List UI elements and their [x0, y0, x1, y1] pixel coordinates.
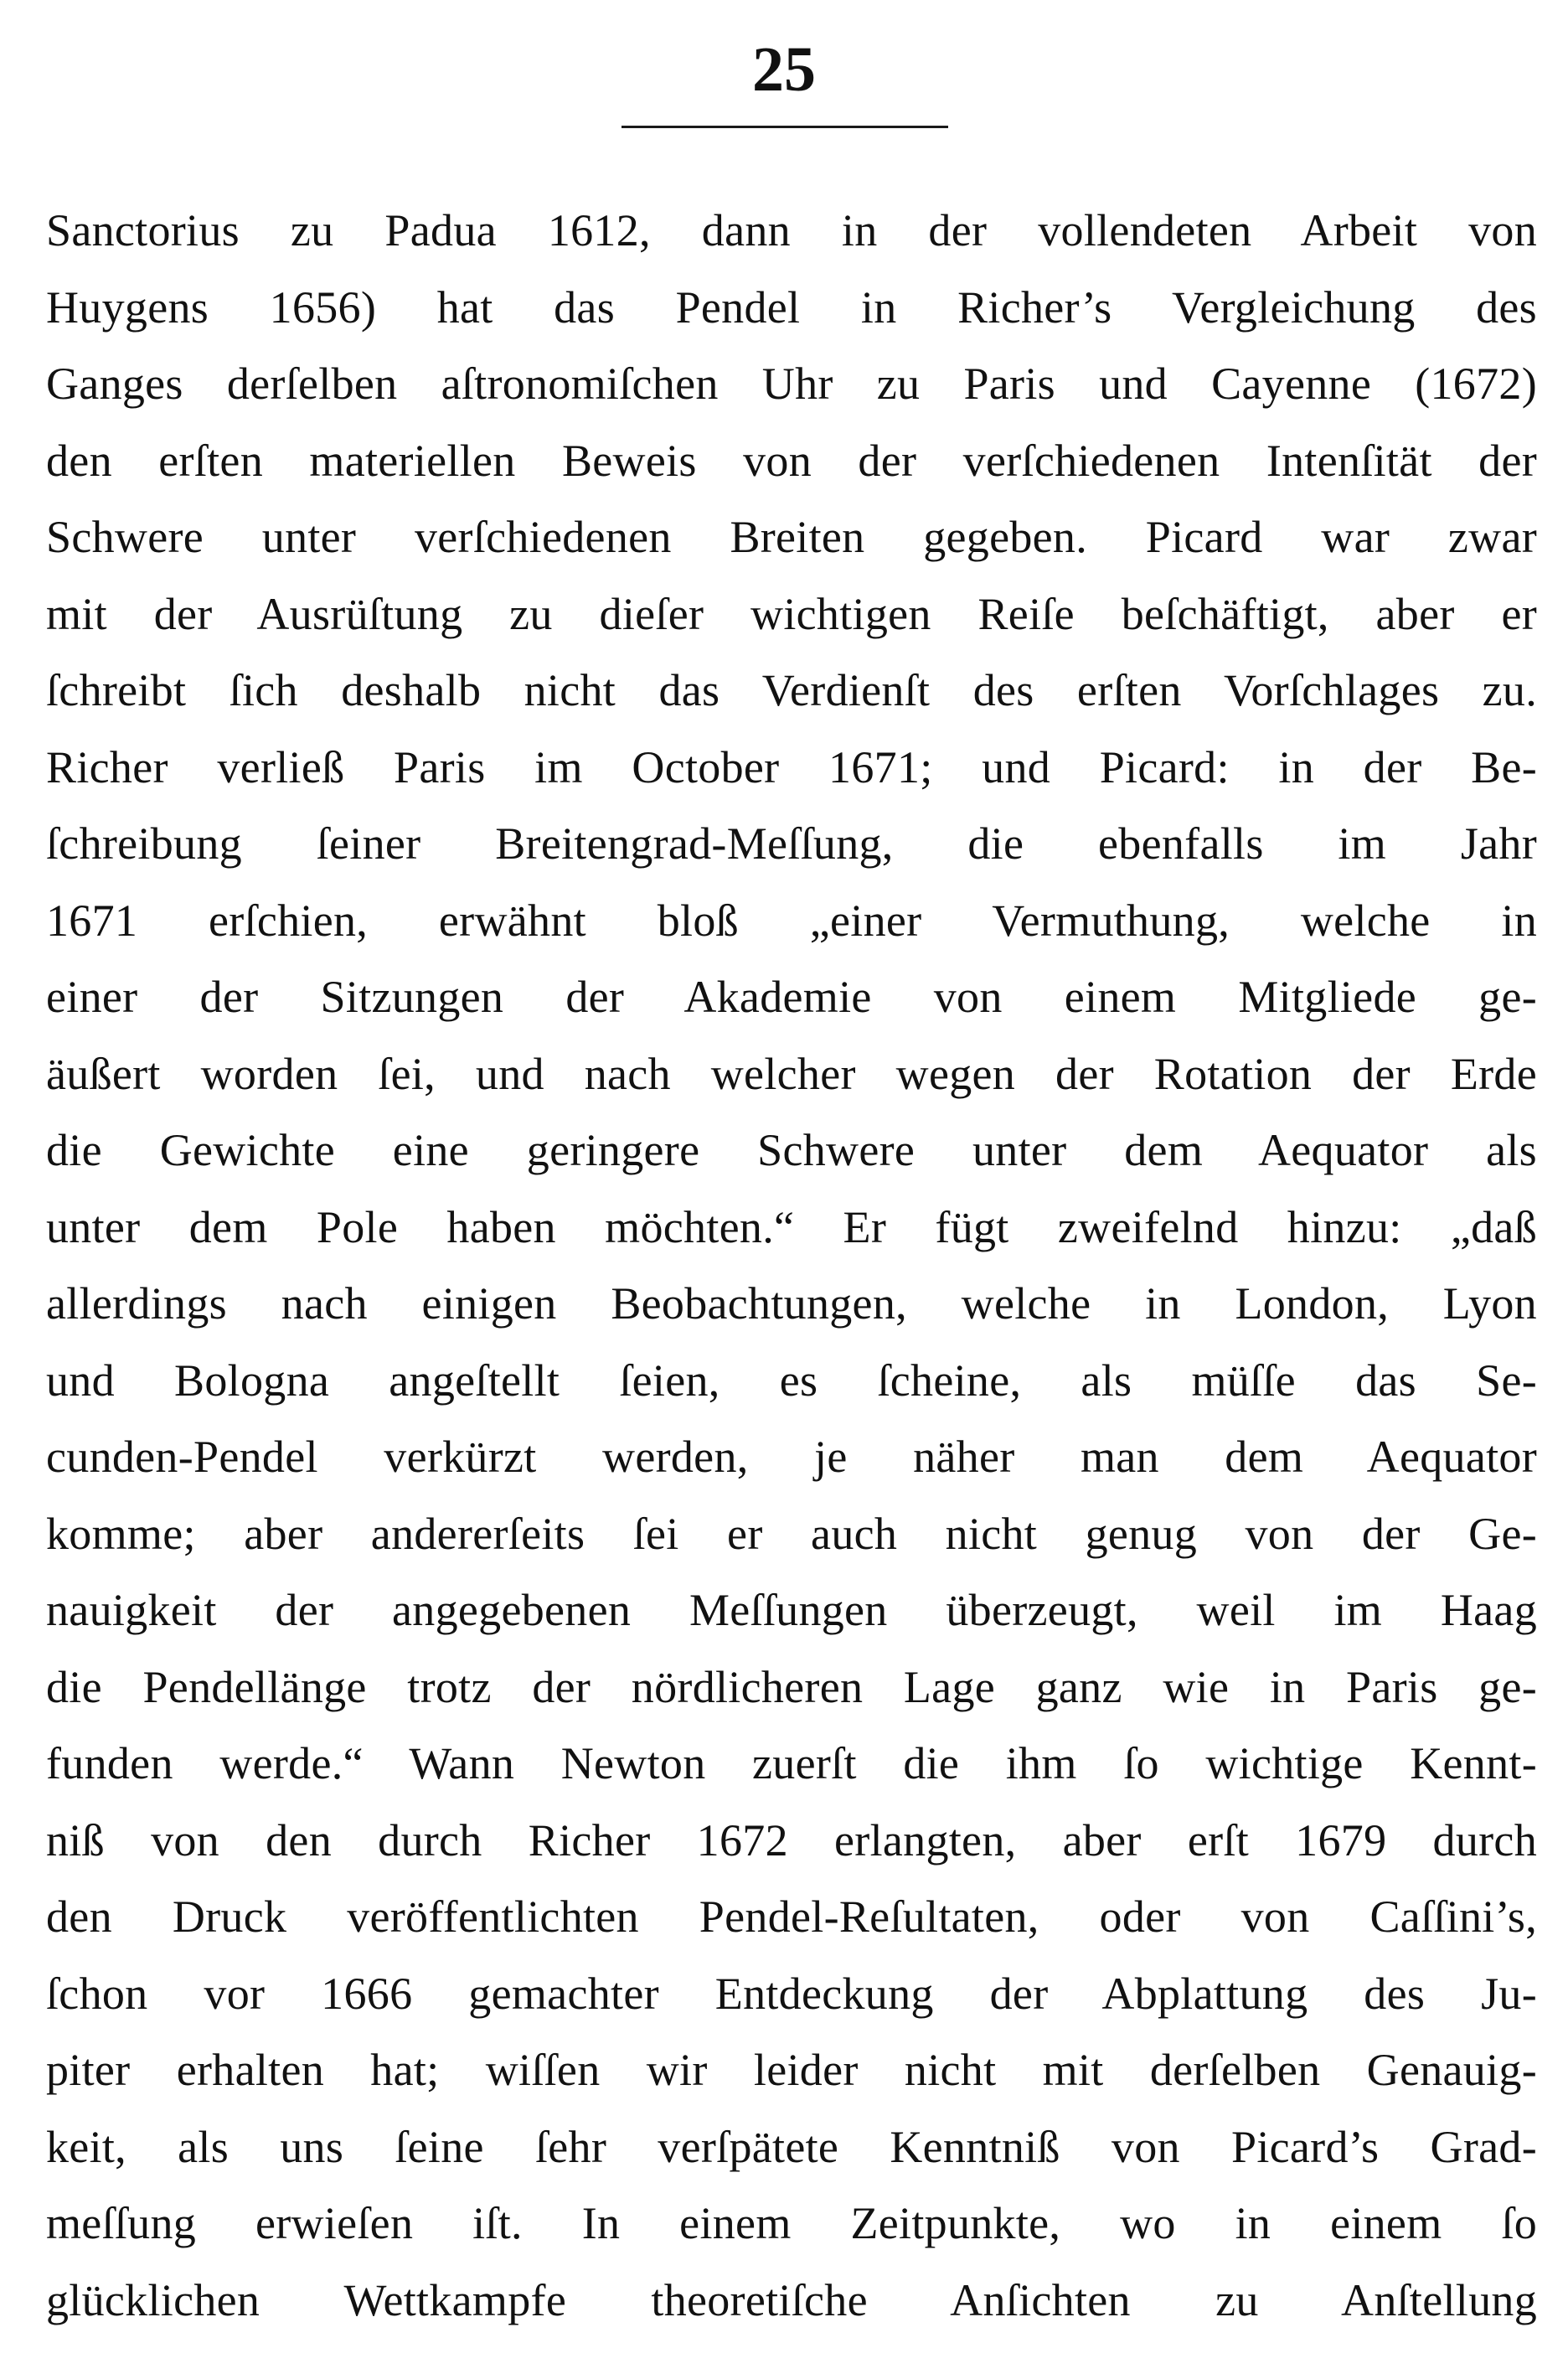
- text-line: ſchreibt ſich deshalb nicht das Verdienſt des erſten Vorſchlages zu.: [46, 665, 1537, 715]
- text-line: nauigkeit der angegebenen Meſſungen überzeugt, weil im Haag: [46, 1585, 1537, 1635]
- text-line: komme; aber andererſeits ſei er auch nicht genug von der Ge-: [46, 1508, 1537, 1559]
- text-line: mit der Ausrüſtung zu dieſer wichtigen Reiſe beſchäftigt, aber er: [46, 588, 1537, 639]
- text-line: 1671 erſchien, erwähnt bloß „einer Vermuthung, welche in: [46, 895, 1537, 946]
- text-line: keit, als uns ſeine ſehr verſpätete Kenntniß von Picard’s Grad-: [46, 2121, 1537, 2172]
- text-line: Richer verließ Paris im October 1671; und Picard: in der Be-: [46, 741, 1537, 792]
- page-number: 25: [752, 34, 816, 105]
- text-line: die Gewichte eine geringere Schwere unter dem Aequator als: [46, 1125, 1537, 1175]
- text-line: ſchreibung ſeiner Breitengrad-Meſſung, die ebenfalls im Jahr: [46, 818, 1537, 869]
- text-line: Sanctorius zu Padua 1612, dann in der vollendeten Arbeit von: [46, 205, 1537, 255]
- body-text: [46, 193, 1537, 2339]
- text-line: Huygens 1656) hat das Pendel in Richer’s Vergleichung des: [46, 281, 1537, 333]
- text-line: Schwere unter verſchiedenen Breiten gegeben. Picard war zwar: [46, 512, 1537, 562]
- text-line: niß von den durch Richer 1672 erlangten, aber erſt 1679 durch: [46, 1814, 1537, 1866]
- text-line: ſchon vor 1666 gemachter Entdeckung der Abplattung des Ju-: [46, 1968, 1537, 2019]
- text-line: Ganges derſelben aſtronomiſchen Uhr zu Paris und Cayenne (1672): [46, 359, 1537, 409]
- text-line: meſſung erwieſen iſt. In einem Zeitpunkte, wo in einem ſo: [46, 2198, 1537, 2248]
- text-line: den erſten materiellen Beweis von der verſchiedenen Intenſität der: [46, 435, 1537, 486]
- text-line: die Pendellänge trotz der nördlicheren Lage ganz wie in Paris ge-: [46, 1661, 1537, 1712]
- text-line: allerdings nach einigen Beobachtungen, welche in London, Lyon: [46, 1278, 1537, 1329]
- text-line: piter erhalten hat; wiſſen wir leider nicht mit derſelben Genauig-: [46, 2045, 1537, 2095]
- text-line: und Bologna angeſtellt ſeien, es ſcheine, als müſſe das Se-: [46, 1355, 1537, 1406]
- text-line: äußert worden ſei, und nach welcher wegen der Rotation der Erde: [46, 1048, 1537, 1099]
- header-rule: [622, 126, 948, 128]
- text-line: cunden-Pendel verkürzt werden, je näher man dem Aequator: [46, 1432, 1537, 1482]
- text-line: einer der Sitzungen der Akademie von einem Mitgliede ge-: [46, 972, 1537, 1022]
- text-line: glücklichen Wettkampfe theoretiſche Anſichten zu Anſtellung: [46, 2274, 1537, 2325]
- text-line: unter dem Pole haben möchten.“ Er fügt zweifelnd hinzu: „daß: [46, 1201, 1537, 1252]
- text-line: funden werde.“ Wann Newton zuerſt die ihm ſo wichtige Kennt-: [46, 1738, 1537, 1788]
- text-line: den Druck veröffentlichten Pendel-Reſultaten, oder von Caſſini’s,: [46, 1891, 1537, 1942]
